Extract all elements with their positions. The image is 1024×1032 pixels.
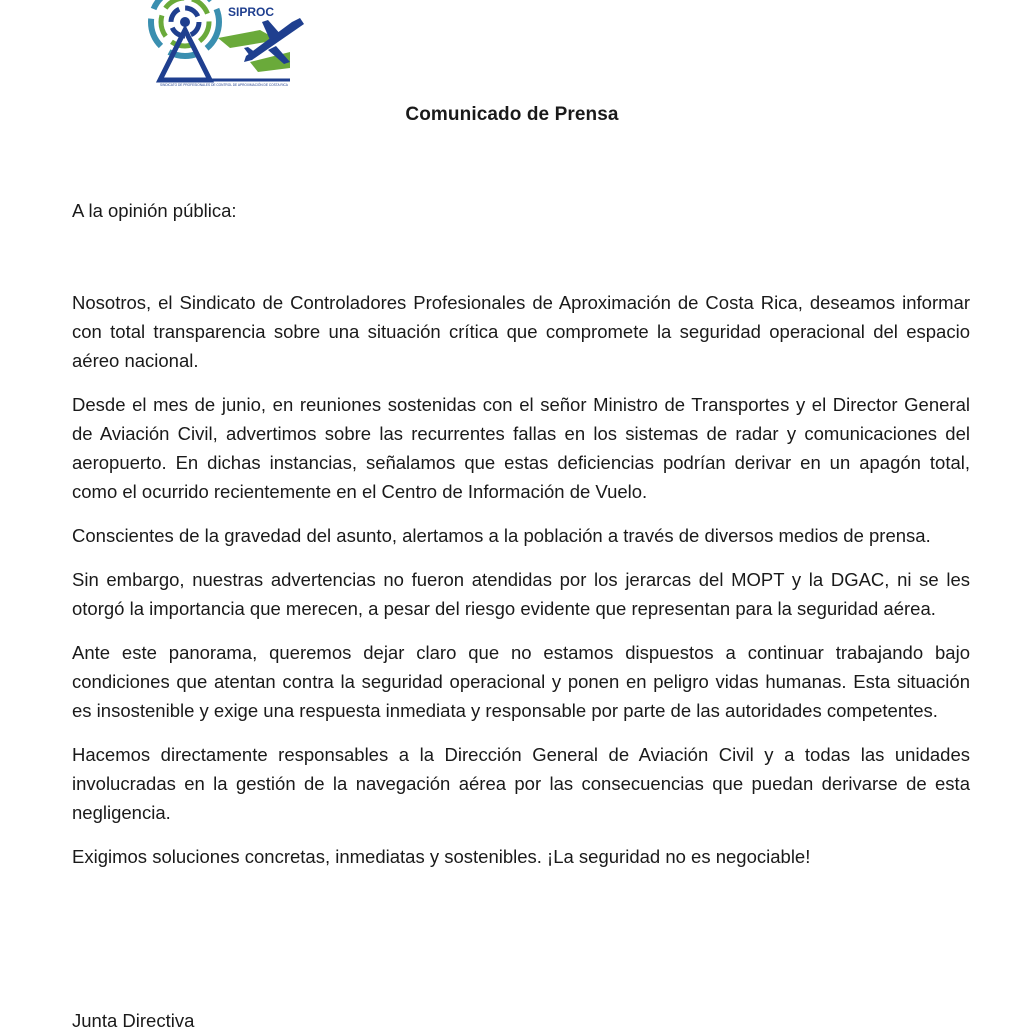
document-body bbox=[72, 288, 970, 886]
paragraph: Sin embargo, nuestras advertencias no fueron atendidas por los jerarcas del MOPT y la DGAC, ni se les otorgó la importancia que merecen, a pesar del riesgo evidente que representan para la seguridad aérea. bbox=[72, 569, 970, 619]
logo-text: SIPROC bbox=[228, 5, 275, 19]
signature: Junta Directiva bbox=[72, 1010, 195, 1031]
siproc-logo bbox=[140, 0, 330, 90]
paragraph: Ante este panorama, queremos dejar claro que no estamos dispuestos a continuar trabajando bajo condiciones que atentan contra la seguridad operacional y ponen en peligro vidas humanas. Esta situación es insostenible y exige una respuesta inmediata y responsable por parte de las autoridades competentes. bbox=[72, 642, 970, 721]
logo-subtext: SINDICATO DE PROFESIONALES DE CONTROL DE APROXIMACIÓN DE COSTA RICA bbox=[160, 83, 288, 87]
greeting: A la opinión pública: bbox=[72, 200, 237, 221]
paragraph: Conscientes de la gravedad del asunto, alertamos a la población a través de diversos medios de prensa. bbox=[72, 525, 931, 546]
paragraph: Desde el mes de junio, en reuniones sostenidas con el señor Ministro de Transportes y el Director General de Aviación Civil, advertimos sobre las recurrentes fallas en los sistemas de radar y comunicaciones del aeropuerto. En dichas instancias, señalamos que estas deficiencias podrían derivar en un apagón total, como el ocurrido recientemente en el Centro de Información de Vuelo. bbox=[72, 394, 970, 502]
paragraph: Nosotros, el Sindicato de Controladores Profesionales de Aproximación de Costa Rica, deseamos informar con total transparencia sobre una situación crítica que compromete la seguridad operacional del espacio aéreo nacional. bbox=[72, 292, 970, 371]
paragraph: Exigimos soluciones concretas, inmediatas y sostenibles. ¡La seguridad no es negociable! bbox=[72, 846, 811, 867]
paragraph: Hacemos directamente responsables a la Dirección General de Aviación Civil y a todas las unidades involucradas en la gestión de la navegación aérea por las consecuencias que puedan derivarse de esta negligencia. bbox=[72, 744, 970, 823]
page-title: Comunicado de Prensa bbox=[405, 104, 619, 125]
